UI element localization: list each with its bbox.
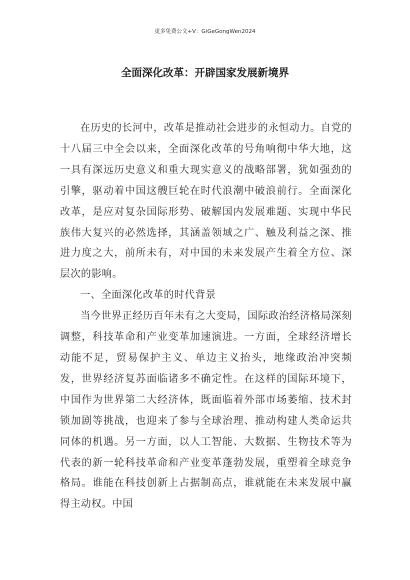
paragraph-background: 当今世界正经历百年未有之大变局，国际政治经济格局深刻调整，科技革命和产业变革加速演进。一方面，全球经济增长动能不足，贸易保护主义、单边主义抬头，地缘政治冲突频发，世界经济复苏面临诸多不确定性。在这样的国际环境下，中国作为世界第二大经济体，既面临着外部市场萎缩、技术封锁加剧等挑战，也迎来了参与全球治理、推动构建人类命运共同体的机遇。另一方面，以人工智能、大数据、生物技术等为代表的新一轮科技革命和产业变革蓬勃发展，重塑着全球竞争格局。谁能在科技创新上占据制高点，谁就能在未来发展中赢得主动权。中国 bbox=[60, 311, 352, 511]
document-body bbox=[60, 119, 352, 516]
document-title: 全面深化改革：开辟国家发展新境界 bbox=[121, 67, 289, 79]
paragraph-intro: 在历史的长河中，改革是推动社会进步的永恒动力。自党的十八届三中全会以来，全面深化改革的号角响彻中华大地，这一具有深远历史意义和重大现实意义的战略部署，犹如强劲的引擎，驱动着中国这艘巨轮在时代浪潮中破浪前行。全面深化改革，是应对复杂国际形势、破解国内发展难题、实现中华民族伟大复兴的必然选择，其涵盖领域之广、触及利益之深、推进力度之大，前所未有，对中国的未来发展产生着全方位、深层次的影响。 bbox=[60, 123, 352, 281]
header-note: 更多免费公文+V：GiGeGongWen2024 bbox=[154, 29, 256, 35]
section-heading: 一、全面深化改革的时代背景 bbox=[80, 290, 216, 302]
